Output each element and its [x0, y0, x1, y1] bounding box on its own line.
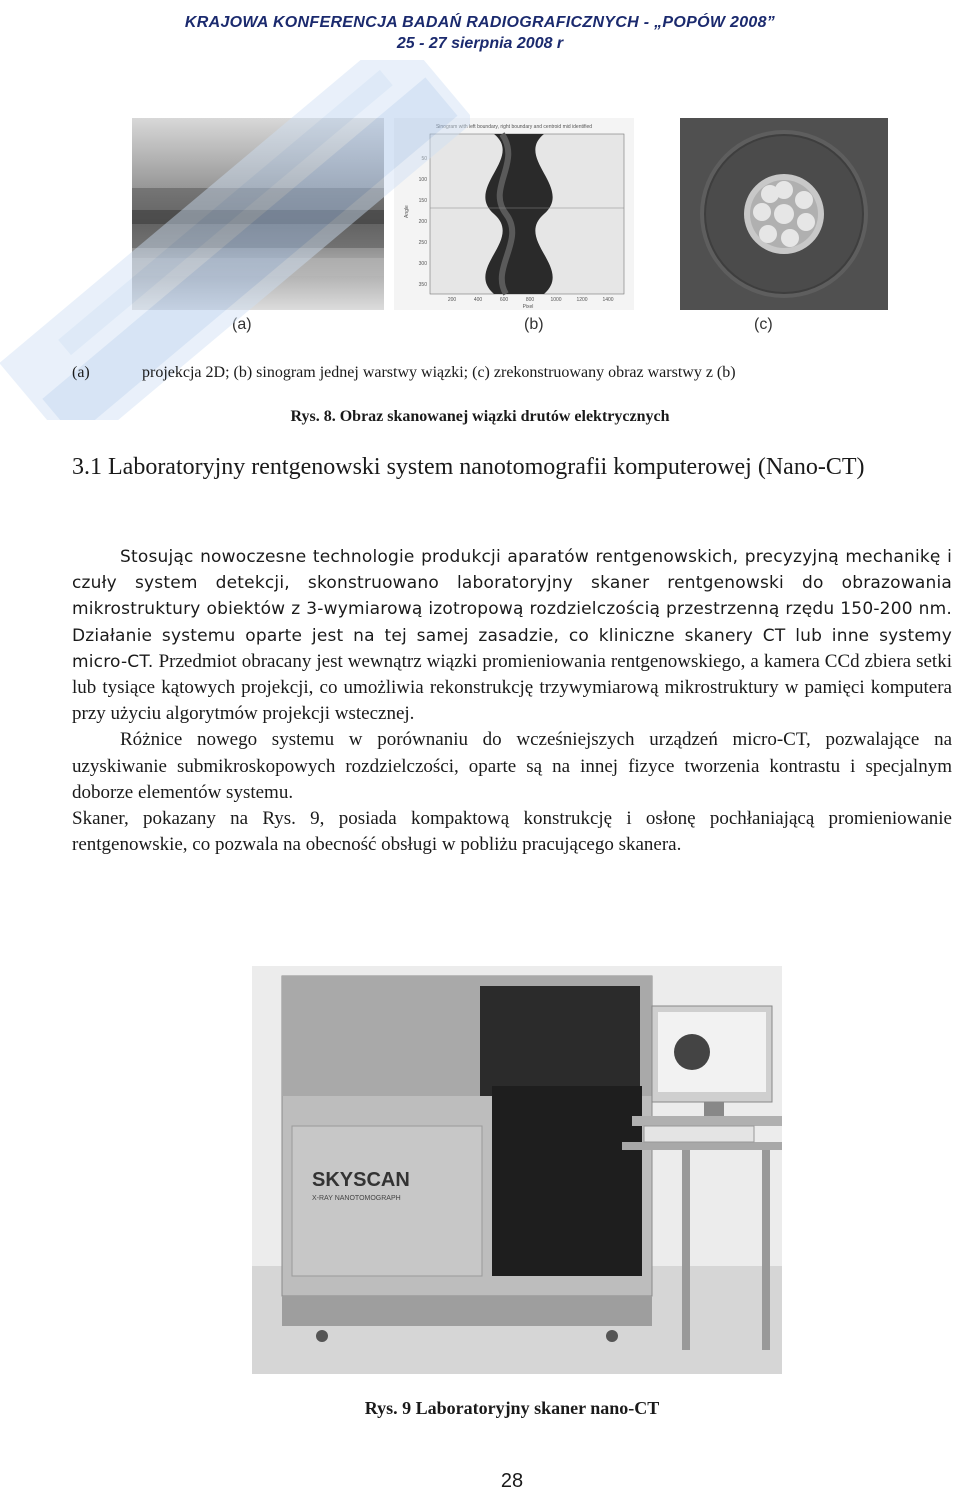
paragraph-1-part-2: Przedmiot obracany jest wewnątrz wiązki promieniowania rentgenowskiego, a kamera CCd zbiera setki lub tysiące kątowych projekcji, co umożliwia rekonstrukcję trzywymiarową mikrostruktury w pamięci komputera przy użyciu algorytmów projekcji wstecznej. — [72, 650, 952, 725]
paragraph-3: Skaner, pokazany na Rys. 9, posiada kompaktową konstrukcję i osłonę pochłaniającą promieniowanie rentgenowskie, co pozwala na obecność obsługi w pobliżu pracującego skanera. — [72, 808, 952, 856]
panel-label-c: (c) — [754, 316, 773, 333]
sinogram-plot — [394, 118, 634, 310]
section-heading: 3.1 Laboratoryjny rentgenowski system nanotomografii komputerowej (Nano-CT) — [72, 454, 865, 480]
y-tick: 150 — [418, 198, 427, 204]
x-tick: 1400 — [602, 297, 614, 303]
paragraph-2: Różnice nowego systemu w porównaniu do wcześniejszych urządzeń micro-CT, pozwalające na uzyskiwanie submikroskopowych rozdzielczości, oparte są na innej fizyce tworzenia kontrastu i specjalnym doborze elementów systemu. — [72, 729, 952, 803]
conference-title: KRAJOWA KONFERENCJA BADAŃ RADIOGRAFICZNYCH - „POPÓW 2008” — [184, 14, 776, 31]
x-tick: 1200 — [576, 297, 588, 303]
figure-9-caption: Rys. 9 Laboratoryjny skaner nano-CT — [364, 1398, 660, 1418]
panel-label-b: (b) — [524, 316, 544, 333]
y-tick: 350 — [418, 282, 427, 288]
x-tick: 600 — [499, 297, 509, 303]
scanner-brand: SKYSCAN — [312, 1169, 410, 1191]
x-tick: 800 — [525, 297, 535, 303]
x-tick: 400 — [473, 297, 483, 303]
y-tick: 100 — [418, 177, 427, 183]
x-tick: 200 — [447, 297, 457, 303]
sinogram-xlabel: Pixel — [522, 304, 534, 310]
nano-ct-scanner-photo — [252, 966, 782, 1374]
reconstructed-slice-image — [680, 118, 888, 310]
y-tick: 50 — [421, 156, 427, 162]
page-number: 28 — [500, 1470, 524, 1492]
sinogram-title: Sinogram with left boundary, right boundary and centroid mid identified — [435, 124, 593, 130]
body-text — [72, 544, 952, 858]
caption-lead: (a) — [72, 364, 90, 381]
x-tick: 1000 — [550, 297, 562, 303]
projection-2d-image — [132, 118, 384, 310]
figure-8 — [132, 118, 892, 340]
scanner-model: X-RAY NANOTOMOGRAPH — [312, 1195, 401, 1202]
conference-dates: 25 - 27 sierpnia 2008 r — [396, 35, 564, 52]
figure-8-caption: Rys. 8. Obraz skanowanej wiązki drutów elektrycznych — [290, 408, 670, 425]
y-tick: 200 — [418, 219, 427, 225]
sinogram-ylabel: Angle — [404, 205, 410, 218]
paragraph-1-part-1: Stosując nowoczesne technologie produkcji aparatów rentgenowskich, precyzyjną mechanikę i czuły system detekcji, skonstruowano laboratoryjny skaner rentgenowski do obrazowania mikrostruktury obiektów z 3-wymiarową izotropową rozdzielczością przestrzenną rzędu 150-200 nm. Działanie systemu oparte jest na tej samej zasadzie, co kliniczne skanery CT lub inne systemy micro-CT. — [72, 547, 952, 672]
y-tick: 300 — [418, 261, 427, 267]
paragraph-1 — [72, 544, 952, 727]
y-tick: 250 — [418, 240, 427, 246]
panel-label-a: (a) — [232, 316, 252, 333]
caption-text: projekcja 2D; (b) sinogram jednej warstwy wiązki; (c) zrekonstruowany obraz warstwy z (b) — [142, 364, 736, 381]
